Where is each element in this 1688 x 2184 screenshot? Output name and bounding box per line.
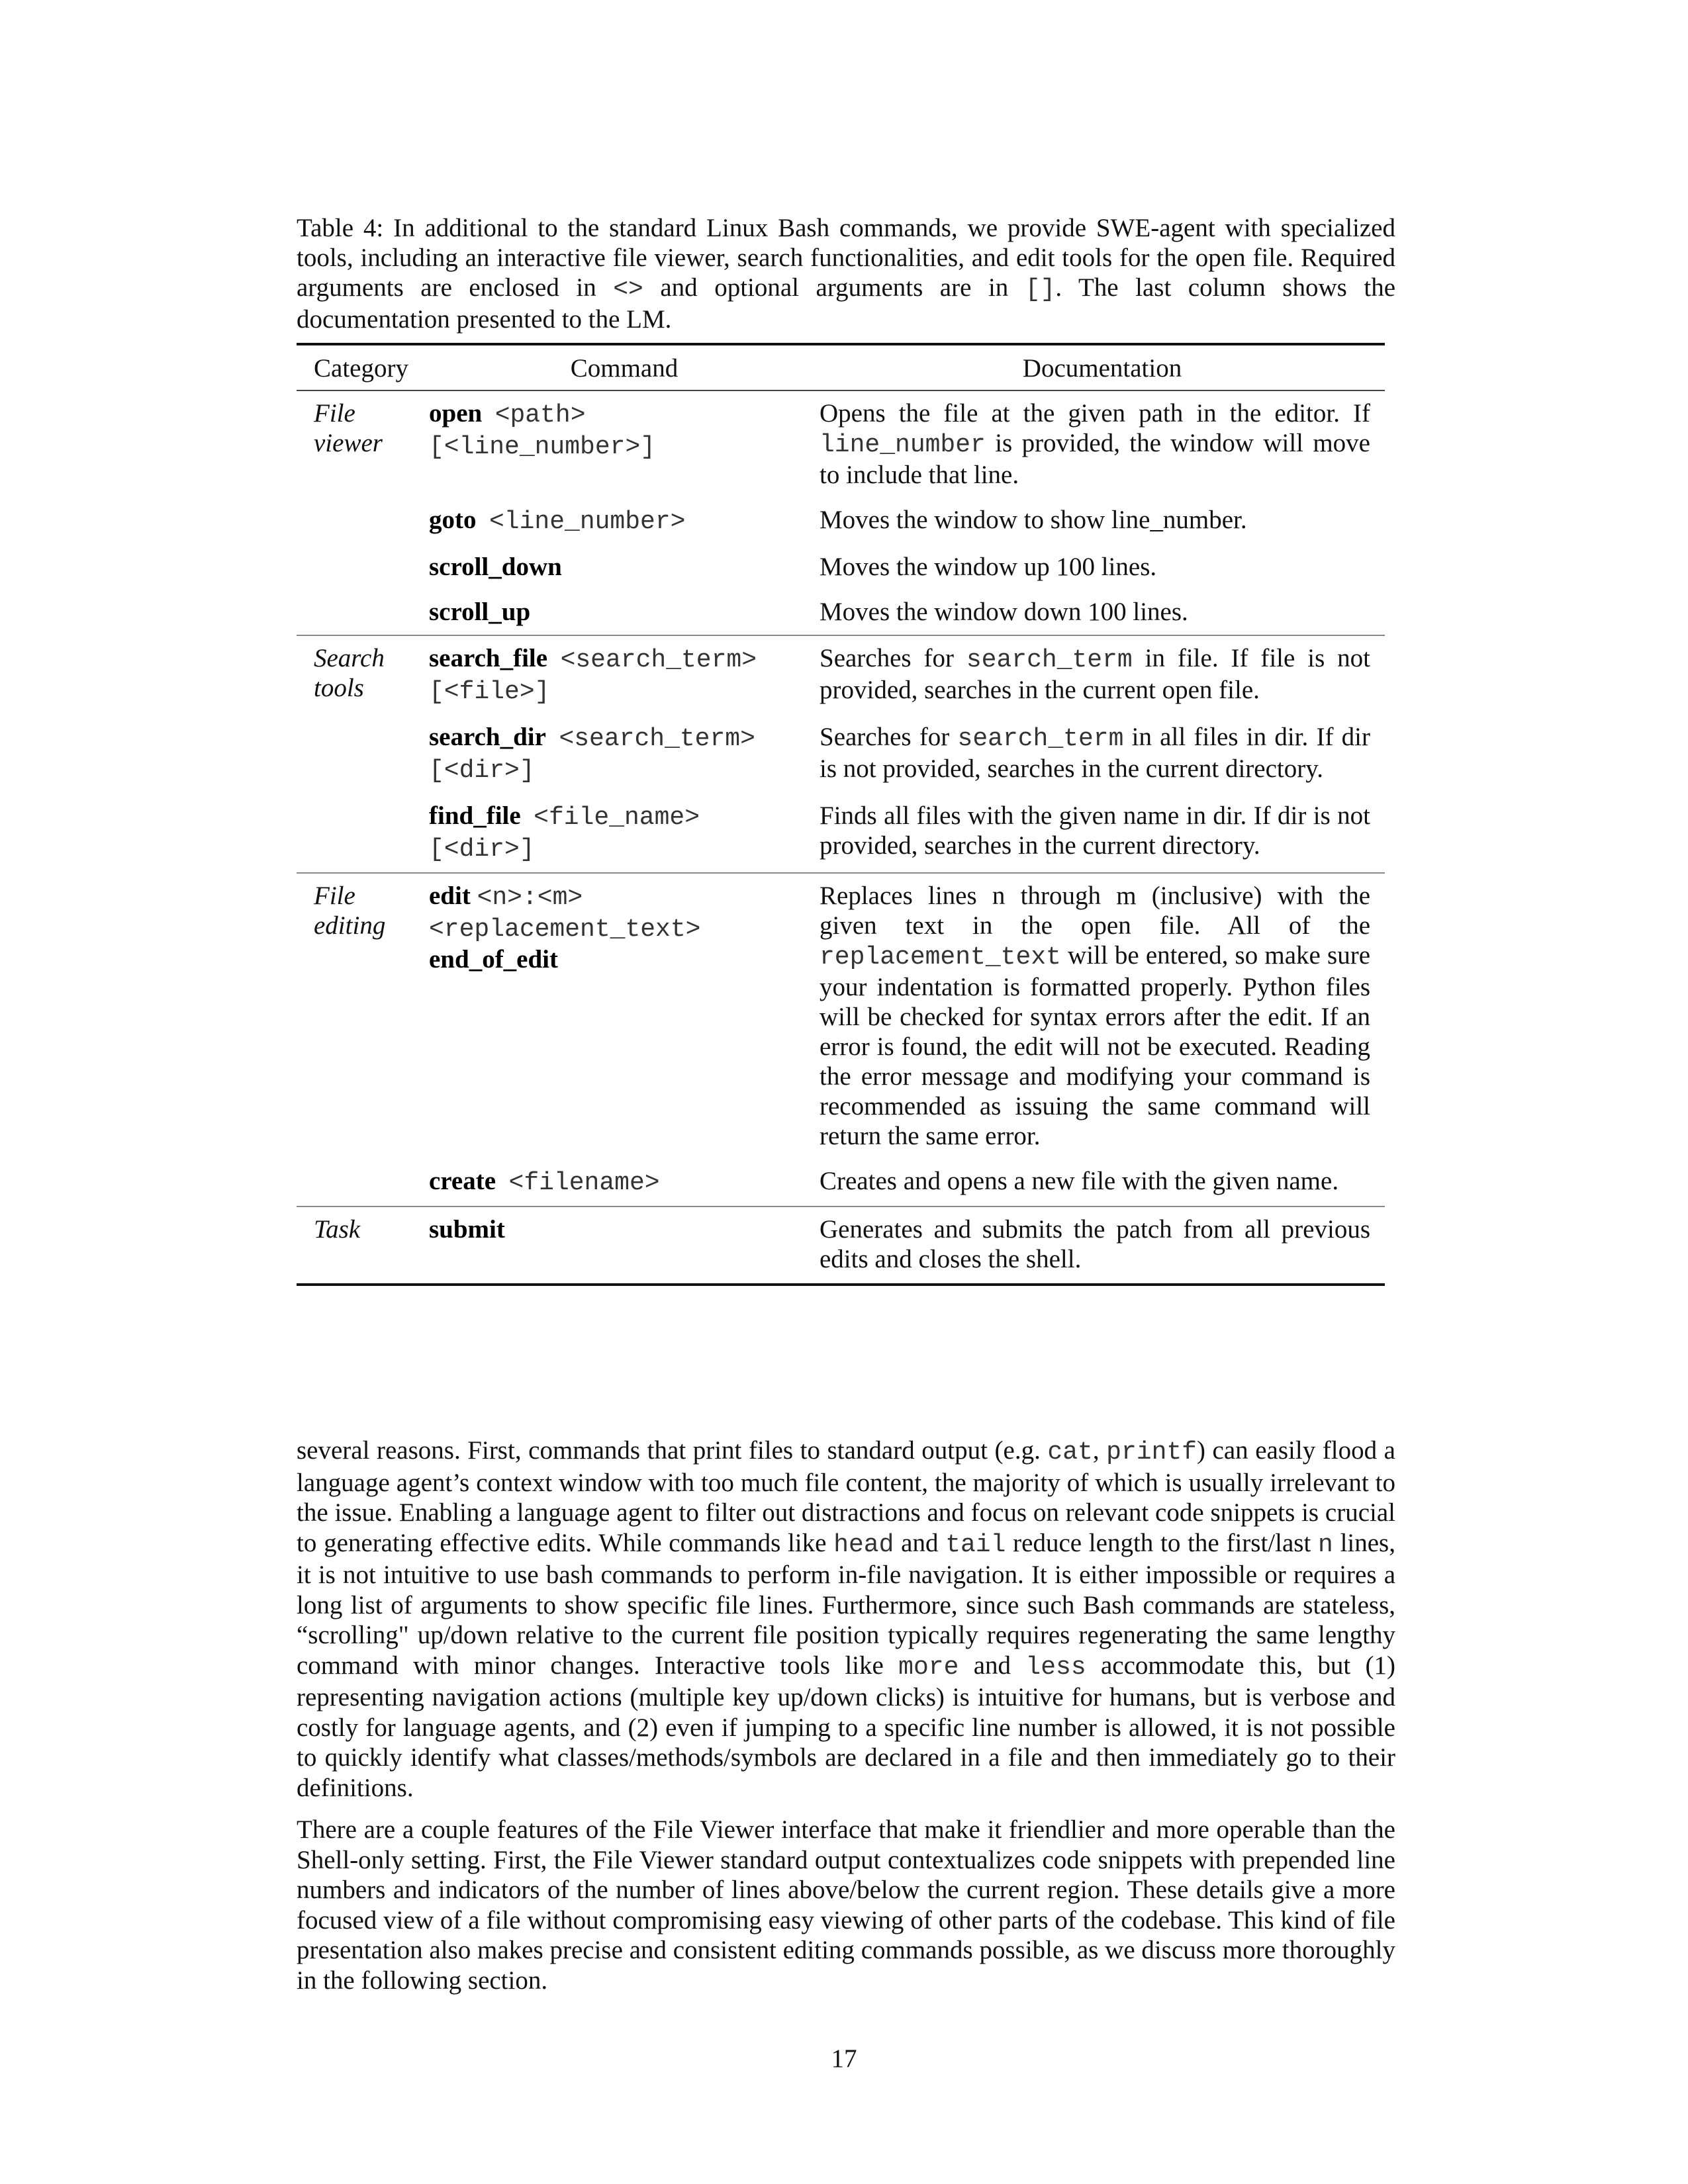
command-name: scroll_down (429, 553, 562, 581)
inline-code: less (1025, 1653, 1086, 1682)
inline-code: tail (945, 1530, 1006, 1559)
paragraph-text: several reasons. First, commands that print files to standard output (e.g. (297, 1436, 1048, 1465)
command-cell (429, 1159, 820, 1206)
commands-table (297, 343, 1385, 1286)
command-args: <file_name> [<dir>] (429, 803, 700, 864)
documentation-cell: Moves the window up 100 lines. (820, 553, 1157, 581)
documentation-cell: Creates and opens a new file with the given name. (820, 1167, 1339, 1195)
table-row (297, 1206, 1385, 1285)
category-cell (297, 590, 429, 635)
required-marker: <> (613, 275, 643, 304)
command-args: <search_term> [<file>] (429, 646, 757, 706)
table-row (297, 635, 1385, 715)
category-cell (297, 715, 429, 794)
command-cell (429, 1206, 820, 1285)
command-name: create (429, 1167, 496, 1195)
header-category: Category (297, 344, 429, 390)
paragraph-text: ) can easily flood a language agent’s context window with too much file content, the majority of which is usually irrelevant to the issue. Enabling a language agent to filter out distractions and focus on relevant code snippets is crucial to generating effective edits. While commands like (297, 1436, 1395, 1557)
body-paragraph (297, 1435, 1395, 1803)
doc-code: line_number (820, 431, 986, 459)
page-number: 17 (831, 2044, 857, 2073)
documentation-cell (820, 873, 1385, 1159)
documentation-cell: Finds all files with the given name in dir. If dir is not provided, searches in the current directory. (820, 801, 1370, 860)
table-row (297, 498, 1385, 545)
command-name: edit (429, 882, 471, 910)
doc-text: is provided, the window will move to include that line. (820, 429, 1370, 489)
documentation-cell (820, 715, 1385, 794)
paragraph-text: , (1092, 1436, 1107, 1465)
doc-text: in file. If file is not provided, searches in the current open file. (820, 644, 1370, 704)
doc-code: search_term (966, 646, 1133, 674)
doc-text: in all files in dir. If dir is not provided, searches in the current directory. (820, 723, 1370, 783)
documentation-cell: Moves the window down 100 lines. (820, 598, 1188, 626)
paragraph-text: and (894, 1528, 946, 1557)
category-cell: Search tools (297, 635, 429, 715)
caption-text: . The last column shows the documentation presented to the LM. (297, 273, 1395, 334)
category-cell: Task (297, 1206, 429, 1285)
table-row (297, 545, 1385, 590)
command-args: <n>:<m> <replacement_text> (429, 884, 701, 944)
table-row (297, 1159, 1385, 1206)
doc-text: Searches for (820, 723, 958, 751)
inline-code: cat (1047, 1438, 1093, 1467)
command-cell (429, 545, 820, 590)
inline-code: head (833, 1530, 894, 1559)
table-row (297, 590, 1385, 635)
header-command: Command (429, 344, 820, 390)
doc-code: search_term (957, 725, 1124, 753)
caption-text: Table 4: In additional to the standard Linux Bash commands, we provide SWE-agent with specialized tools, including an interactive file viewer, search functionalities, and edit tools for the open file. Required arguments are enclosed in (297, 214, 1395, 302)
command-name: search_file (429, 644, 548, 672)
paragraph-text: and (959, 1651, 1026, 1680)
inline-code: n (1318, 1530, 1333, 1559)
paragraph-text: reduce length to the first/last (1006, 1528, 1319, 1557)
table-row (297, 715, 1385, 794)
table-row (297, 873, 1385, 1159)
documentation-cell (820, 390, 1385, 498)
paragraph-text: accommodate this, but (1) representing navigation actions (multiple key up/down clicks) is intuitive for humans, but is verbose and costly for language agents, and (2) even if jumping to a specific line number is allowed, it is not possible to quickly identify what classes/methods/symbols are declared in a file and then immediately go to their definitions. (297, 1651, 1395, 1802)
paragraph-text: lines, it is not intuitive to use bash commands to perform in-file navigation. It is either impossible or requires a long list of arguments to show specific file lines. Furthermore, since such Bash commands are stateless, “scrolling" up/down relative to the current file position typically requires regenerating the same lengthy command with minor changes. Interactive tools like (297, 1528, 1395, 1680)
command-name: submit (429, 1215, 505, 1244)
category-cell (297, 794, 429, 873)
command-cell (429, 794, 820, 873)
command-cell (429, 498, 820, 545)
command-name: open (429, 399, 483, 428)
optional-marker: [] (1025, 275, 1056, 304)
command-args: <search_term> [<dir>] (429, 725, 755, 785)
command-name: find_file (429, 801, 521, 830)
command-name: goto (429, 506, 477, 534)
table-row (297, 390, 1385, 498)
command-args: <line_number> (489, 508, 686, 536)
header-documentation: Documentation (820, 344, 1385, 390)
command-cell (429, 715, 820, 794)
doc-text: Replaces lines n through m (inclusive) with the given text in the open file. All of the (820, 882, 1370, 940)
table-caption (297, 213, 1395, 334)
table-row (297, 794, 1385, 873)
inline-code: more (898, 1653, 959, 1682)
category-cell: File viewer (314, 399, 383, 457)
inline-code: printf (1106, 1438, 1197, 1467)
caption-text: and optional arguments are in (643, 273, 1025, 302)
documentation-cell: Moves the window to show line_number. (820, 506, 1247, 534)
command-cell (429, 390, 820, 498)
category-cell: File editing (297, 873, 429, 1159)
command-cell (429, 873, 820, 1159)
command-terminator: end_of_edit (429, 945, 558, 974)
command-cell (429, 635, 820, 715)
table-header-row (297, 344, 1385, 390)
category-cell (297, 545, 429, 590)
command-args: <filename> (508, 1169, 660, 1197)
command-name: search_dir (429, 723, 546, 751)
documentation-cell: Generates and submits the patch from all previous edits and closes the shell. (820, 1206, 1385, 1285)
doc-text: Searches for (820, 644, 966, 672)
command-cell (429, 590, 820, 635)
doc-text: Opens the file at the given path in the editor. If (820, 399, 1370, 428)
category-cell (297, 498, 429, 545)
command-name: scroll_up (429, 598, 531, 626)
doc-code: replacement_text (820, 943, 1061, 972)
doc-text: will be entered, so make sure your indentation is formatted properly. Python files will be checked for syntax errors after the edit. If an error is found, the edit will not be executed. Reading the error message and modifying your command is recommended as issuing the same command will return the same error. (820, 941, 1370, 1150)
category-cell (297, 1159, 429, 1206)
command-args: <path> [<line_number>] (429, 401, 656, 461)
documentation-cell (820, 635, 1385, 715)
body-paragraph: There are a couple features of the File Viewer interface that make it friendlier and more operable than the Shell-only setting. First, the File Viewer standard output contextualizes code snippets with prepended line numbers and indicators of the number of lines above/below the current region. These details give a more focused view of a file without compromising easy viewing of other parts of the codebase. This kind of file presentation also makes precise and consistent editing commands possible, as we discuss more thoroughly in the following section. (297, 1815, 1395, 1995)
